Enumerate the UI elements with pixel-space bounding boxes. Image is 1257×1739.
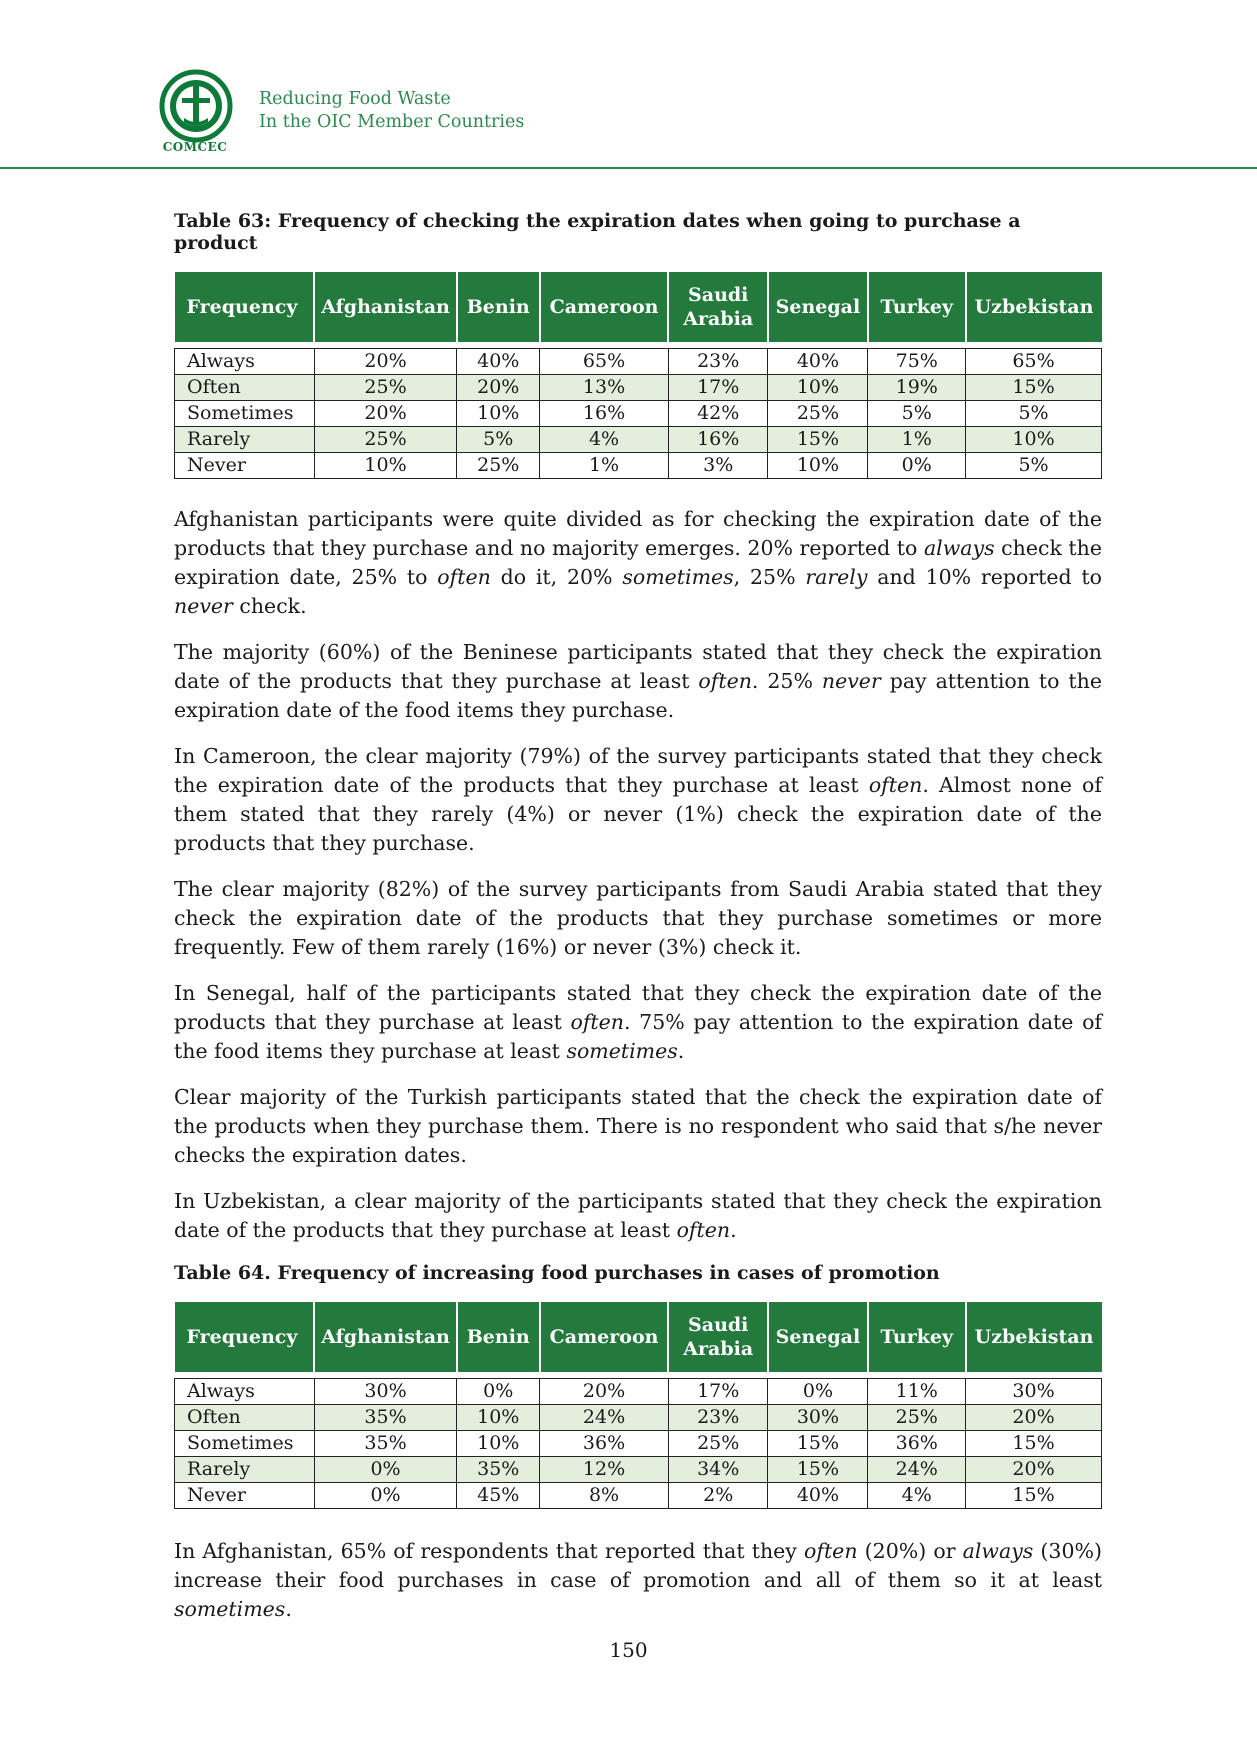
table64-cell: 20% bbox=[966, 1405, 1102, 1431]
paragraph-cameroon bbox=[174, 742, 1102, 858]
table64-cell: 30% bbox=[966, 1379, 1102, 1405]
table63-row bbox=[175, 349, 1102, 375]
table64-cell: 30% bbox=[768, 1405, 868, 1431]
table64-header-cell: Afghanistan bbox=[314, 1302, 457, 1372]
table63-row bbox=[175, 427, 1102, 453]
text-run: . 25% bbox=[751, 669, 822, 693]
paragraph-afghanistan bbox=[174, 505, 1102, 621]
table63-cell: 42% bbox=[668, 401, 768, 427]
table63-row bbox=[175, 375, 1102, 401]
table63-cell: 25% bbox=[457, 453, 540, 479]
table64-cell: 20% bbox=[540, 1379, 669, 1405]
text-run: (30%) increase their food purchases in case of promotion and all of them so it at least bbox=[174, 1539, 1102, 1592]
text-run: and 10% reported to bbox=[867, 565, 1102, 589]
table63-caption: Table 63: Frequency of checking the expiration dates when going to purchase a product bbox=[174, 210, 1021, 254]
table64-row bbox=[175, 1457, 1102, 1483]
text-run: . bbox=[730, 1218, 737, 1242]
logo-wordmark: COMCEC bbox=[162, 140, 228, 154]
table64-cell: 24% bbox=[868, 1457, 966, 1483]
table63-cell: 13% bbox=[540, 375, 669, 401]
table64-row-label: Rarely bbox=[175, 1457, 315, 1483]
table64-caption: Table 64. Frequency of increasing food purchases in cases of promotion bbox=[174, 1262, 940, 1284]
table63-row-label: Often bbox=[175, 375, 315, 401]
table63-header-cell: Turkey bbox=[868, 272, 966, 342]
table64-cell: 0% bbox=[457, 1379, 540, 1405]
table63-cell: 25% bbox=[768, 401, 868, 427]
table64-header-cell: Uzbekistan bbox=[966, 1302, 1102, 1372]
text-emphasis: rarely bbox=[805, 565, 868, 589]
table63-row bbox=[175, 401, 1102, 427]
table63-cell: 1% bbox=[540, 453, 669, 479]
table63-header-cell: Uzbekistan bbox=[966, 272, 1102, 342]
paragraph-saudi-arabia: The clear majority (82%) of the survey participants from Saudi Arabia stated that they check the expiration date of the products that they purchase sometimes or more frequently. Few of them rarely (16%) or never (3%) check it. bbox=[174, 877, 1102, 959]
table64-header-cell: Turkey bbox=[868, 1302, 966, 1372]
table64-header-cell: Saudi Arabia bbox=[668, 1302, 768, 1372]
table64-cell: 36% bbox=[868, 1431, 966, 1457]
table64-row bbox=[175, 1379, 1102, 1405]
text-emphasis: sometimes bbox=[622, 565, 734, 589]
text-run: In Cameroon, the clear majority (79%) of the survey participants stated that they check the expiration date of the products that they purchase at least bbox=[174, 744, 1102, 797]
table64-cell: 15% bbox=[966, 1431, 1102, 1457]
text-emphasis: often bbox=[570, 1010, 625, 1034]
table64-cell: 25% bbox=[868, 1405, 966, 1431]
table63-cell: 65% bbox=[966, 349, 1102, 375]
table63-row-label: Sometimes bbox=[175, 401, 315, 427]
text-run: , 25% bbox=[733, 565, 806, 589]
table64-cell: 11% bbox=[868, 1379, 966, 1405]
table63-cell: 23% bbox=[668, 349, 768, 375]
table63 bbox=[174, 272, 1102, 479]
table63-cell: 15% bbox=[966, 375, 1102, 401]
text-run: . Almost none of them stated that they rarely (4%) or never (1%) check the expiration date of the products that they purchase. bbox=[174, 773, 1102, 855]
table64-row-label: Always bbox=[175, 1379, 315, 1405]
table63-cell: 10% bbox=[457, 401, 540, 427]
table64-header-cell: Frequency bbox=[175, 1302, 315, 1372]
text-run: Afghanistan participants were quite divided as for checking the expiration date of the products that they purchase and no majority emerges. 20% reported to bbox=[174, 507, 1102, 560]
table63-cell: 15% bbox=[768, 427, 868, 453]
table64-row bbox=[175, 1405, 1102, 1431]
table64-cell: 8% bbox=[540, 1483, 669, 1509]
page-number: 150 bbox=[609, 1638, 648, 1662]
text-emphasis: sometimes bbox=[566, 1039, 678, 1063]
table64-body bbox=[175, 1372, 1102, 1509]
table64-cell: 2% bbox=[668, 1483, 768, 1509]
table63-header-cell: Afghanistan bbox=[314, 272, 457, 342]
table64-cell: 10% bbox=[457, 1405, 540, 1431]
text-run: In Afghanistan, 65% of respondents that reported that they bbox=[174, 1539, 805, 1563]
table64-cell: 35% bbox=[314, 1405, 457, 1431]
table63-cell: 5% bbox=[868, 401, 966, 427]
report-title-line1: Reducing Food Waste bbox=[259, 89, 451, 109]
table63-header-cell: Benin bbox=[457, 272, 540, 342]
text-emphasis: always bbox=[962, 1539, 1034, 1563]
table64-cell: 35% bbox=[457, 1457, 540, 1483]
table63-header-cell: Saudi Arabia bbox=[668, 272, 768, 342]
text-run: pay attention to the expiration date of the food items they purchase. bbox=[174, 669, 1102, 722]
text-run: . bbox=[677, 1039, 685, 1063]
table63-cell: 10% bbox=[768, 453, 868, 479]
table64-cell: 40% bbox=[768, 1483, 868, 1509]
table64-row-label: Sometimes bbox=[175, 1431, 315, 1457]
table63-cell: 75% bbox=[868, 349, 966, 375]
page-content bbox=[174, 210, 1102, 1641]
page-header bbox=[0, 0, 1257, 170]
text-emphasis: often bbox=[437, 565, 491, 589]
table63-header-cell: Senegal bbox=[768, 272, 868, 342]
table63-cell: 16% bbox=[540, 401, 669, 427]
text-run: (20%) or bbox=[857, 1539, 963, 1563]
table63-cell: 0% bbox=[868, 453, 966, 479]
text-run: The majority (60%) of the Beninese participants stated that they check the expiration date of the products that they purchase at least bbox=[174, 640, 1102, 693]
paragraph-promotion-afghanistan bbox=[174, 1537, 1102, 1624]
table63-cell: 40% bbox=[457, 349, 540, 375]
table63-cell: 65% bbox=[540, 349, 669, 375]
paragraph-senegal bbox=[174, 979, 1102, 1066]
text-run: check. bbox=[232, 594, 307, 618]
table63-cell: 17% bbox=[668, 375, 768, 401]
text-run: do it, 20% bbox=[490, 565, 623, 589]
paragraph-turkey: Clear majority of the Turkish participants stated that the check the expiration date of the products when they purchase them. There is no respondent who said that s/he never checks the expiration dates. bbox=[174, 1085, 1102, 1167]
table64-cell: 20% bbox=[966, 1457, 1102, 1483]
table63-row-label: Never bbox=[175, 453, 315, 479]
table63-cell: 1% bbox=[868, 427, 966, 453]
table64-cell: 36% bbox=[540, 1431, 669, 1457]
table63-row-label: Rarely bbox=[175, 427, 315, 453]
paragraph-benin bbox=[174, 638, 1102, 725]
table63-body bbox=[175, 342, 1102, 479]
table63-cell: 10% bbox=[966, 427, 1102, 453]
table64-cell: 30% bbox=[314, 1379, 457, 1405]
table64-header-cell: Cameroon bbox=[540, 1302, 669, 1372]
text-emphasis: often bbox=[868, 773, 923, 797]
table63-header-cell: Cameroon bbox=[540, 272, 669, 342]
report-title bbox=[259, 88, 524, 134]
table64-cell: 45% bbox=[457, 1483, 540, 1509]
text-emphasis: never bbox=[821, 669, 881, 693]
table64-cell: 25% bbox=[668, 1431, 768, 1457]
text-run: check the expiration date, 25% to bbox=[174, 536, 1102, 589]
table63-row bbox=[175, 453, 1102, 479]
table64-cell: 15% bbox=[768, 1431, 868, 1457]
table64-cell: 23% bbox=[668, 1405, 768, 1431]
table63-row-label: Always bbox=[175, 349, 315, 375]
text-emphasis: sometimes bbox=[174, 1597, 286, 1621]
table64-cell: 17% bbox=[668, 1379, 768, 1405]
table63-cell: 25% bbox=[314, 375, 457, 401]
table64-cell: 10% bbox=[457, 1431, 540, 1457]
table63-cell: 20% bbox=[457, 375, 540, 401]
table64-cell: 35% bbox=[314, 1431, 457, 1457]
table63-cell: 19% bbox=[868, 375, 966, 401]
table63-header-row bbox=[175, 272, 1102, 342]
table63-cell: 4% bbox=[540, 427, 669, 453]
table63-cell: 16% bbox=[668, 427, 768, 453]
table63-cell: 5% bbox=[457, 427, 540, 453]
table63-cell: 3% bbox=[668, 453, 768, 479]
table63-cell: 10% bbox=[314, 453, 457, 479]
table64-header-row bbox=[175, 1302, 1102, 1372]
report-title-line2: In the OIC Member Countries bbox=[259, 112, 525, 132]
table63-cell: 20% bbox=[314, 401, 457, 427]
table64-header-cell: Benin bbox=[457, 1302, 540, 1372]
text-run: . 75% pay attention to the expiration date of the food items they purchase at least bbox=[174, 1010, 1102, 1063]
table64-row-label: Never bbox=[175, 1483, 315, 1509]
table64-row bbox=[175, 1431, 1102, 1457]
table63-cell: 10% bbox=[768, 375, 868, 401]
table64-cell: 24% bbox=[540, 1405, 669, 1431]
text-emphasis: never bbox=[174, 594, 233, 618]
table64-cell: 12% bbox=[540, 1457, 669, 1483]
paragraph-uzbekistan bbox=[174, 1187, 1102, 1245]
table64 bbox=[174, 1302, 1102, 1509]
table64-cell: 34% bbox=[668, 1457, 768, 1483]
table64-cell: 4% bbox=[868, 1483, 966, 1509]
table64-row bbox=[175, 1483, 1102, 1509]
table64-row-label: Often bbox=[175, 1405, 315, 1431]
table63-cell: 5% bbox=[966, 453, 1102, 479]
text-emphasis: often bbox=[698, 669, 752, 693]
table63-cell: 25% bbox=[314, 427, 457, 453]
table63-cell: 20% bbox=[314, 349, 457, 375]
table64-cell: 15% bbox=[768, 1457, 868, 1483]
text-run: . bbox=[285, 1597, 292, 1621]
text-run: In Uzbekistan, a clear majority of the participants stated that they check the expiration date of the products that they purchase at least bbox=[174, 1189, 1102, 1242]
table63-cell: 40% bbox=[768, 349, 868, 375]
table63-header-cell: Frequency bbox=[175, 272, 315, 342]
table64-cell: 15% bbox=[966, 1483, 1102, 1509]
text-emphasis: always bbox=[923, 536, 995, 560]
table64-cell: 0% bbox=[314, 1457, 457, 1483]
text-run: In Senegal, half of the participants stated that they check the expiration date of the products that they purchase at least bbox=[174, 981, 1102, 1034]
header-divider bbox=[0, 167, 1257, 169]
table63-cell: 5% bbox=[966, 401, 1102, 427]
table64-header-cell: Senegal bbox=[768, 1302, 868, 1372]
text-emphasis: often bbox=[676, 1218, 731, 1242]
table64-cell: 0% bbox=[768, 1379, 868, 1405]
table64-cell: 0% bbox=[314, 1483, 457, 1509]
text-emphasis: often bbox=[804, 1539, 858, 1563]
